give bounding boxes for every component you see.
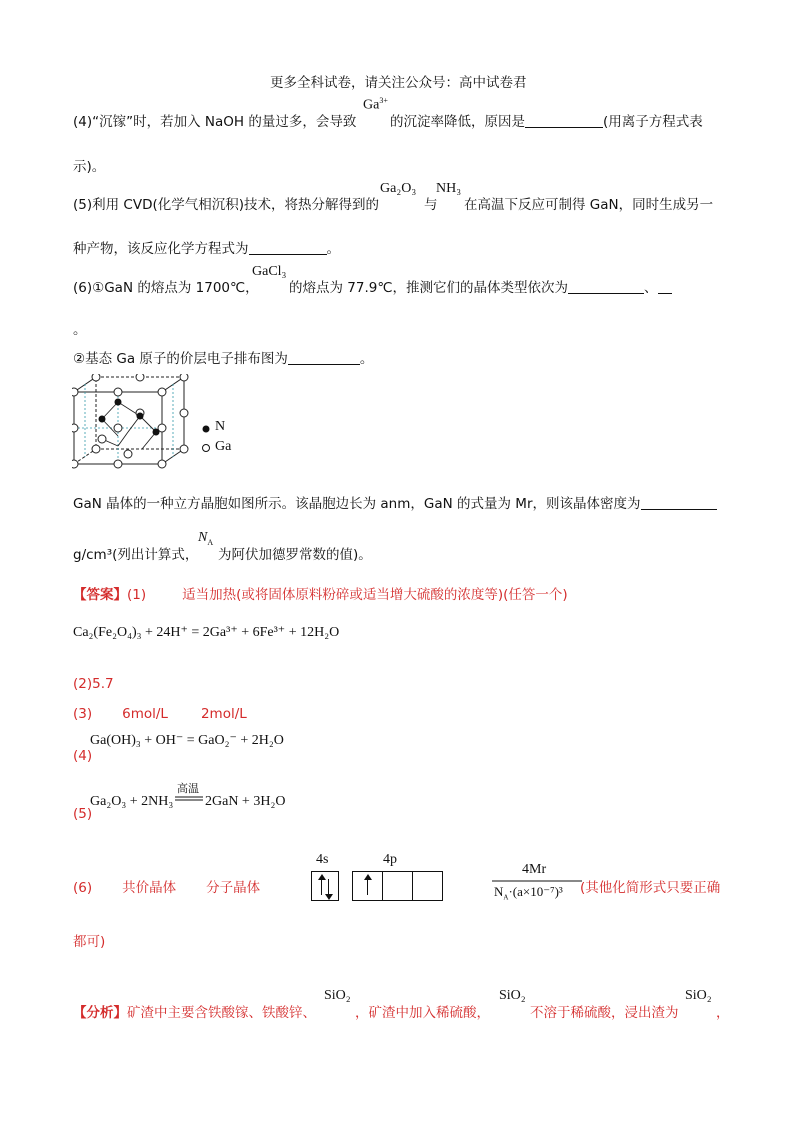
q6-cell-line2: g/cm³(列出计算式， xyxy=(73,547,199,563)
answer-6-note: (其他化简形式只要正确 xyxy=(580,880,721,896)
answer-blank[interactable] xyxy=(658,280,672,295)
answer-2: (2)5.7 xyxy=(73,676,114,692)
na-symbol: $N_A$ xyxy=(198,530,214,547)
answer-blank[interactable] xyxy=(288,351,360,366)
answer-blank[interactable] xyxy=(249,241,327,256)
legend-n-dot xyxy=(201,424,211,434)
analysis-sio2-2: SiO₂ xyxy=(499,988,526,1003)
answer-4-equation: Ga(OH)₃ + OH⁻ = GaO₂⁻ + 2H₂O xyxy=(90,733,284,748)
q5-formula-ga2o3: Ga₂O₃ xyxy=(380,181,417,196)
legend-n-label: N xyxy=(215,419,226,434)
density-denominator: $N_A\cdot(a\times 10^{-7})^3$ xyxy=(494,884,563,902)
orbital-4p-label: 4p xyxy=(383,852,397,867)
question-4-line1 xyxy=(73,110,356,130)
answer-5-num: (5) xyxy=(73,806,93,822)
analysis-tag: 【分析】 xyxy=(73,1005,127,1021)
answer-tag: 【答案】 xyxy=(73,587,127,603)
fraction-bar xyxy=(492,880,584,883)
orbital-4s-label: 4s xyxy=(316,852,329,867)
spin-up-arrow xyxy=(367,879,368,895)
question-5-line1: (5)利用 CVD(化学气相沉积)技术，将热分解得到的 xyxy=(73,197,380,213)
orbital-4p-box-1 xyxy=(352,871,383,901)
question-6-part2: ②基态 Ga 原子的价层电子排布图为 。 xyxy=(73,351,374,367)
orbital-4p-box-2 xyxy=(382,871,413,901)
density-numerator: 4Mr xyxy=(522,862,547,877)
q6-dot: 。 xyxy=(73,322,87,338)
orbital-4s-box xyxy=(311,871,339,901)
answer-6-text: (6) 共价晶体 分子晶体 xyxy=(73,880,261,896)
analysis-sio2-1: SiO₂ xyxy=(324,988,351,1003)
answer-line1: 【答案】(1) 适当加热(或将固体原料粉碎或适当增大硫酸的浓度等)(任答一个) xyxy=(73,587,568,603)
question-6-line1: (6)①GaN 的熔点为 1700℃， xyxy=(73,280,259,296)
q5-rest: 在高温下反应可制得 GaN，同时生成另一 xyxy=(464,197,714,213)
legend-ga-label: Ga xyxy=(215,439,232,454)
answer-6-note-2: 都可) xyxy=(73,934,106,950)
answer-blank[interactable] xyxy=(641,496,717,511)
answer-blank[interactable] xyxy=(568,280,644,295)
q5-mid: 与 xyxy=(424,197,438,213)
legend-ga-circle xyxy=(201,443,211,453)
analysis-line1-d: ， xyxy=(716,1005,730,1021)
answer-5-lhs: Ga₂O₃ + 2NH₃ xyxy=(90,794,174,809)
analysis-line1-b: ，矿渣中加入稀硫酸， xyxy=(355,1005,490,1021)
orbital-4p-box-3 xyxy=(412,871,443,901)
q4-pre: (4)“沉镓”时，若加入 NaOH 的量过多，会导致 xyxy=(73,114,357,130)
spin-up-arrow xyxy=(321,879,322,895)
q6-cell-line1: GaN 晶体的一种立方晶胞如图所示。该晶胞边长为 anm，GaN 的式量为 Mr，则该晶体密度为 xyxy=(73,492,717,512)
answer-5-rhs: 2GaN + 3H₂O xyxy=(205,794,286,809)
q4-ion: $Ga^{3+}$ xyxy=(363,96,388,113)
answer-blank[interactable] xyxy=(525,114,603,129)
q5-formula-nh3: NH₃ xyxy=(436,181,462,196)
gan-unit-cell-figure xyxy=(72,374,202,474)
answer-5-equals xyxy=(175,796,205,802)
question-5-line2: 种产物，该反应化学方程式为 。 xyxy=(73,241,340,257)
page-header: 更多全科试卷，请关注公众号：高中试卷君 xyxy=(270,75,527,91)
analysis-sio2-3: SiO₂ xyxy=(685,988,712,1003)
q6-formula-gacl3: GaCl₃ xyxy=(252,264,287,279)
analysis-line1-c: 不溶于稀硫酸，浸出渣为 xyxy=(530,1005,679,1021)
answer-4-num: (4) xyxy=(73,748,93,764)
answer-5-condition: 高温 xyxy=(177,783,199,795)
q4-rest: 的沉淀率降低，原因是 (用离子方程式表 xyxy=(390,114,703,130)
question-4-line2: 示)。 xyxy=(73,159,106,175)
q6-cell-end: 为阿伏加德罗常数的值)。 xyxy=(218,547,372,563)
answer-3: (3) 6mol/L 2mol/L xyxy=(73,706,247,722)
analysis-line1: 【分析】矿渣中主要含铁酸镓、铁酸锌、 xyxy=(73,1005,316,1021)
spin-down-arrow xyxy=(328,879,329,895)
answer-1-equation: Ca₂(Fe₂O₄)₃ + 24H⁺ = 2Ga³⁺ + 6Fe³⁺ + 12H₂O xyxy=(73,625,340,640)
q6-rest: 的熔点为 77.9℃，推测它们的晶体类型依次为 、 xyxy=(289,276,672,296)
